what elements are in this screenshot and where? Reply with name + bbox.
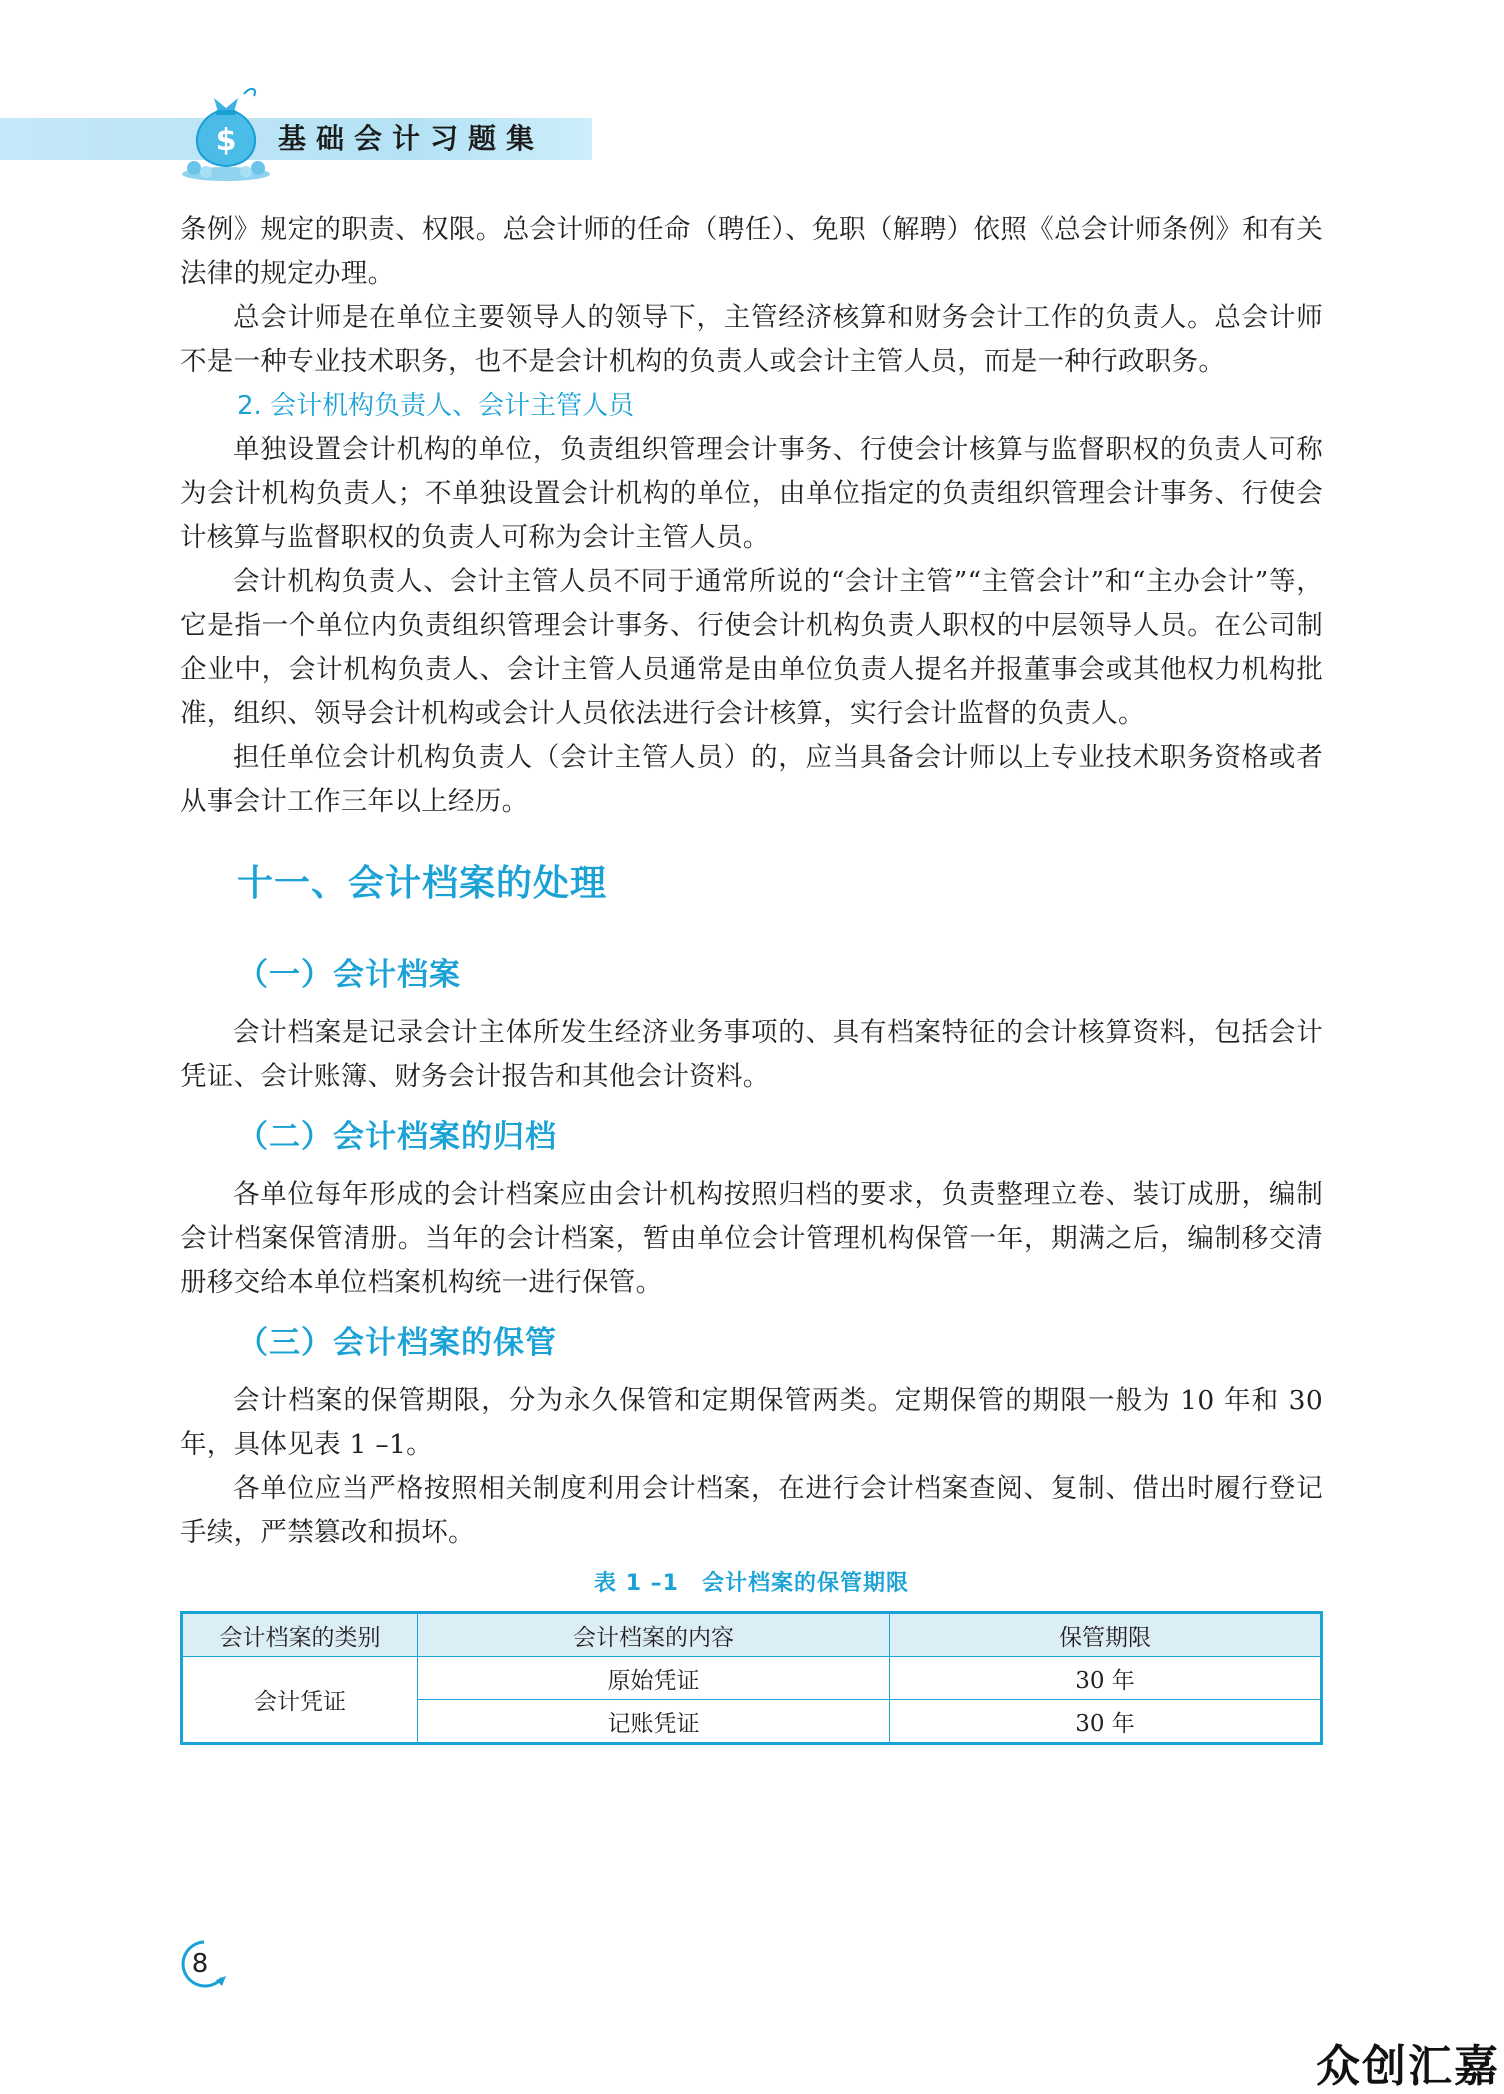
subheading: 2. 会计机构负责人、会计主管人员 [237,391,635,421]
period-cell: 30 年 [890,1657,1322,1700]
paragraph: 总会计师是在单位主要领导人的领导下，主管经济核算和财务会计工作的负责人。总会计师不是一种专业技术职务，也不是会计机构的负责人或会计主管人员，而是一种行政职务。 [180,302,1323,377]
table-row [182,1657,1322,1700]
content-cell: 原始凭证 [418,1657,890,1700]
subsection-heading: （二）会计档案的归档 [237,1119,557,1155]
paragraph: 会计档案是记录会计主体所发生经济业务事项的、具有档案特征的会计核算资料，包括会计凭证、会计账簿、财务会计报告和其他会计资料。 [180,1017,1323,1092]
page-number-badge [176,1936,232,1996]
money-bag-icon [176,80,276,182]
paragraph: 条例》规定的职责、权限。总会计师的任命（聘任）、免职（解聘）依照《总会计师条例》和有关法律的规定办理。 [180,214,1323,289]
content-cell: 记账凭证 [418,1700,890,1744]
book-title: 基础会计习题集 [278,122,545,155]
paragraph: 会计机构负责人、会计主管人员不同于通常所说的“会计主管”“主管会计”和“主办会计”等，它是指一个单位内负责组织管理会计事务、行使会计机构负责人职权的中层领导人员。在公司制企业中，会计机构负责人、会计主管人员通常是由单位负责人提名并报董事会或其他权力机构批准，组织、领导会计机构或会计人员依法进行会计核算，实行会计监督的负责人。 [180,566,1323,729]
section-heading: 十一、会计档案的处理 [237,863,608,904]
paragraph: 单独设置会计机构的单位，负责组织管理会计事务、行使会计核算与监督职权的负责人可称为会计机构负责人；不单独设置会计机构的单位，由单位指定的负责组织管理会计事务、行使会计核算与监督职权的负责人可称为会计主管人员。 [180,434,1323,553]
paragraph: 各单位应当严格按照相关制度利用会计档案，在进行会计档案查阅、复制、借出时履行登记手续，严禁篡改和损坏。 [180,1473,1323,1548]
column-header: 会计档案的内容 [418,1613,890,1657]
svg-text:$: $ [215,123,237,158]
watermark: 众创汇嘉 [1316,2041,1500,2092]
subsection-heading: （一）会计档案 [237,957,461,993]
period-cell: 30 年 [890,1700,1322,1744]
paragraph: 会计档案的保管期限，分为永久保管和定期保管两类。定期保管的期限一般为 10 年和 30 年，具体见表 1 –1。 [180,1385,1323,1460]
page-content [180,208,1323,1745]
paragraph: 各单位每年形成的会计档案应由会计机构按照归档的要求，负责整理立卷、装订成册，编制会计档案保管清册。当年的会计档案，暂由单位会计管理机构保管一年，期满之后，编制移交清册移交给本单位档案机构统一进行保管。 [180,1179,1323,1298]
category-cell: 会计凭证 [182,1657,418,1744]
column-header: 会计档案的类别 [182,1613,418,1657]
table-caption: 表 1 –1 会计档案的保管期限 [594,1571,909,1596]
page-number: 8 [191,1949,209,1979]
subsection-heading: （三）会计档案的保管 [237,1325,557,1361]
table-header-row [182,1613,1322,1657]
column-header: 保管期限 [890,1613,1322,1657]
retention-table [180,1611,1323,1745]
paragraph: 担任单位会计机构负责人（会计主管人员）的，应当具备会计师以上专业技术职务资格或者从事会计工作三年以上经历。 [180,742,1323,817]
